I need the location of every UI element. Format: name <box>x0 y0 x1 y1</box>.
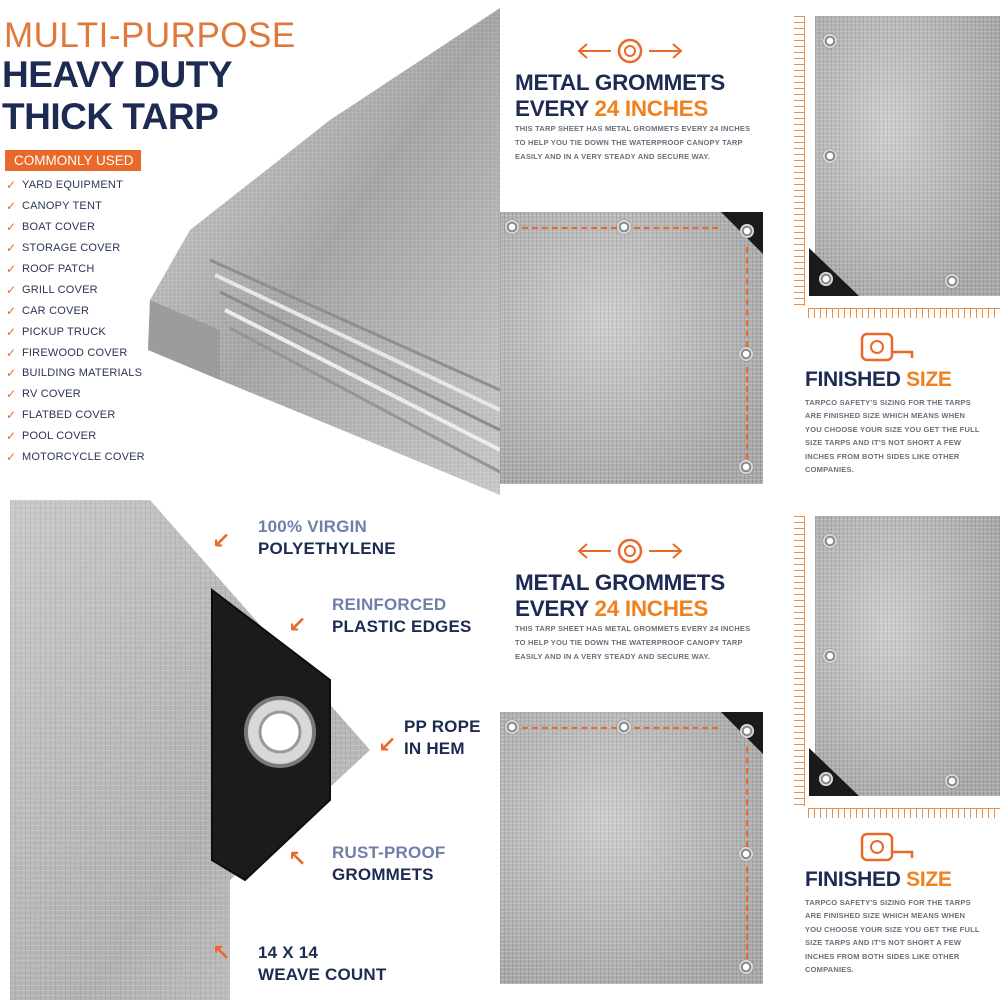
grommets-heading-2: EVERY 24 INCHES <box>515 596 709 621</box>
ruler <box>804 16 805 306</box>
grommets-heading-1: METAL GROMMETS <box>515 570 725 595</box>
chevron-check-icon: ✓ <box>6 199 17 214</box>
chevron-check-icon: ✓ <box>6 303 17 318</box>
corner-reinforcement <box>809 748 859 796</box>
grommet <box>739 347 753 361</box>
grommet <box>945 274 959 288</box>
spacing-line <box>634 227 718 229</box>
corner-reinforcement <box>809 248 859 296</box>
grommet <box>617 720 631 734</box>
tarp-sheet-image <box>500 212 763 484</box>
grommet <box>740 724 754 738</box>
chevron-check-icon: ✓ <box>6 366 17 381</box>
chevron-check-icon: ✓ <box>6 450 17 465</box>
grommet <box>739 460 753 474</box>
grommet <box>739 847 753 861</box>
grommets-heading-2: EVERY 24 INCHES <box>515 96 709 121</box>
ruler <box>804 516 805 806</box>
feature-3: PP ROPE IN HEM <box>404 717 481 758</box>
chevron-check-icon: ✓ <box>6 241 17 256</box>
grommet <box>823 534 837 548</box>
chevron-check-icon: ✓ <box>6 324 17 339</box>
finished-size-desc: TARPCO SAFETY'S SIZING FOR THE TARPS ARE FINISHED SIZE WHICH MEANS WHEN YOU CHOOSE YOUR SIZE YOU GET THE FULL SIZE TARPS AND IT'S NOT SHORT A FEW INCHES FROM BOTH SIDES LIKE OTHER COMPANIES. <box>805 898 980 975</box>
arrow-icon: ↙ <box>288 612 307 637</box>
tarp-sheet-image <box>500 712 763 984</box>
list-item: ✓ MOTORCYCLE COVER <box>6 450 145 465</box>
feature-2: REINFORCED PLASTIC EDGES <box>332 595 472 636</box>
feature-1: 100% VIRGIN POLYETHYLENE <box>258 517 396 558</box>
grommet <box>740 224 754 238</box>
feature-5: 14 X 14 WEAVE COUNT <box>258 943 387 984</box>
subtitle: MULTI-PURPOSE <box>4 16 296 55</box>
chevron-check-icon: ✓ <box>6 282 17 297</box>
double-arrow-icon <box>575 36 685 66</box>
finished-size-desc: TARPCO SAFETY'S SIZING FOR THE TARPS ARE FINISHED SIZE WHICH MEANS WHEN YOU CHOOSE YOUR SIZE YOU GET THE FULL SIZE TARPS AND IT'S NOT SHORT A FEW INCHES FROM BOTH SIDES LIKE OTHER COMPANIES. <box>805 398 980 475</box>
list-item: ✓ YARD EQUIPMENT <box>6 178 123 193</box>
spacing-line <box>634 727 718 729</box>
spacing-line <box>522 727 617 729</box>
list-item: ✓ CAR COVER <box>6 303 90 318</box>
ruler-ticks <box>794 16 804 306</box>
chevron-check-icon: ✓ <box>6 220 17 235</box>
spacing-line <box>746 747 748 847</box>
arrow-icon: ↖ <box>288 846 307 871</box>
uses-list <box>6 175 145 467</box>
chevron-check-icon: ✓ <box>6 178 17 193</box>
grommet <box>819 772 833 786</box>
grommets-heading-1: METAL GROMMETS <box>515 70 725 95</box>
chevron-check-icon: ✓ <box>6 262 17 276</box>
chevron-check-icon: ✓ <box>6 387 17 402</box>
tape-measure-icon <box>860 330 916 364</box>
list-item: ✓ CANOPY TENT <box>6 199 103 214</box>
grommet <box>823 34 837 48</box>
grommet <box>617 220 631 234</box>
list-item: ✓ STORAGE COVER <box>6 241 121 256</box>
arrow-icon: ↙ <box>212 528 231 553</box>
ruler-ticks <box>808 308 1000 318</box>
list-item: ✓ BUILDING MATERIALS <box>6 366 143 381</box>
commonly-used-badge: COMMONLY USED <box>5 150 141 171</box>
grommet <box>819 272 833 286</box>
chevron-check-icon: ✓ <box>6 408 17 423</box>
list-item: ✓ FIREWOOD COVER <box>6 345 128 360</box>
finished-size-heading: FINISHED SIZE <box>805 368 952 391</box>
ruler-ticks <box>794 516 804 806</box>
tarp-size-image <box>815 516 1000 796</box>
arrow-icon: ↖ <box>212 940 231 965</box>
spacing-line <box>522 227 617 229</box>
chevron-check-icon: ✓ <box>6 345 17 360</box>
grommets-desc: THIS TARP SHEET HAS METAL GROMMETS EVERY 24 INCHES TO HELP YOU TIE DOWN THE WATERPROOF CANOPY TARP EASILY AND IN A VERY STEADY AND SECURE WAY. <box>515 124 751 161</box>
panel-grommets-size-top <box>500 0 1000 495</box>
grommet <box>739 960 753 974</box>
list-item: ✓ GRILL COVER <box>6 282 98 297</box>
list-item: ✓ FLATBED COVER <box>6 408 116 423</box>
tape-measure-icon <box>860 830 916 864</box>
tarp-corner-image <box>0 500 380 1000</box>
double-arrow-icon <box>575 536 685 566</box>
list-item: ✓ ROOF PATCH <box>6 262 95 276</box>
spacing-line <box>746 867 748 959</box>
list-item: ✓ PICKUP TRUCK <box>6 324 106 339</box>
grommet-ring-icon <box>619 40 641 62</box>
title-line-1: HEAVY DUTY <box>2 54 233 95</box>
panel-heavy-duty <box>0 0 500 495</box>
panel-features <box>0 500 500 1000</box>
ruler-ticks <box>808 808 1000 818</box>
chevron-check-icon: ✓ <box>6 429 17 444</box>
feature-4: RUST-PROOF GROMMETS <box>332 843 446 884</box>
grommet-ring-icon <box>619 540 641 562</box>
grommets-desc: THIS TARP SHEET HAS METAL GROMMETS EVERY 24 INCHES TO HELP YOU TIE DOWN THE WATERPROOF CANOPY TARP EASILY AND IN A VERY STEADY AND SECURE WAY. <box>515 624 751 661</box>
spacing-line <box>746 367 748 459</box>
grommet <box>505 720 519 734</box>
grommet <box>945 774 959 788</box>
grommet <box>505 220 519 234</box>
list-item: ✓ POOL COVER <box>6 429 97 444</box>
list-item: ✓ RV COVER <box>6 387 81 402</box>
title-line-2: THICK TARP <box>2 96 219 137</box>
tarp-size-image <box>815 16 1000 296</box>
panel-grommets-size-bottom <box>500 500 1000 1000</box>
arrow-icon: ↙ <box>378 732 397 757</box>
grommet <box>823 149 837 163</box>
finished-size-heading: FINISHED SIZE <box>805 868 952 891</box>
spacing-line <box>746 247 748 347</box>
grommet <box>823 649 837 663</box>
list-item: ✓ BOAT COVER <box>6 220 96 235</box>
